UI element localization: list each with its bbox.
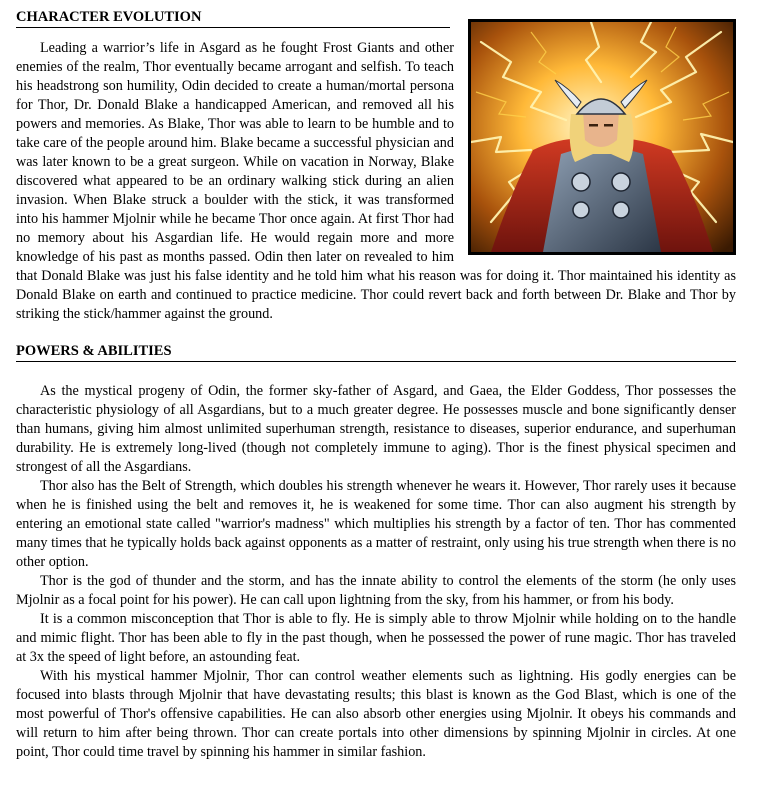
paragraph: With his mystical hammer Mjolnir, Thor can control weather elements such as lightning. His godly energies can be focused into blasts through Mjolnir that have devastating results; this blast is known as the God Blast, which is one of the most powerful of Thor's offensive capabilities. He can also absorb other energies using Mjolnir. It obeys his commands and will return to him after being thrown. Thor can create portals into other dimensions by spinning Mjolnir in circles. At one point, Thor could time travel by spinning his hammer in similar fashion.	[16, 668, 736, 760]
paragraph: Leading a warrior’s life in Asgard as he fought Frost Giants and other enemies of the realm, Thor eventually became arrogant and selfish. To teach his headstrong son humility, Odin decided to create a human/mortal persona for Thor, Dr. Donald Blake a handicapped American, and removed all his powers and memories. As Blake, Thor was able to learn to be humble and to take care of the people around him. Blake became a successful physician and was later known to be a great surgeon. While on vacation in Norway, Blake discovered what appeared to be an ordinary walking stick during an alien invasion. When Blake struck a boulder with the stick, it was transformed into his hammer Mjolnir while he became Thor once again. At first Thor had no memory about his Asgardian life. He would regain more and more knowledge of his past as months passed. Odin then later on revealed to him that Donald Blake was just his false identity and he told him what his reason was for doing it. Thor maintained his identity as Donald Blake on earth and continued to practice medicine. Thor could revert back and forth between Dr. Blake and Thor by striking the stick/hammer against the ground.	[16, 40, 736, 322]
paragraph: Thor is the god of thunder and the storm, and has the innate ability to control the elements of the storm (he only uses Mjolnir as a focal point for his power). He can call upon lightning from the sky, from his hammer, or from his body.	[16, 573, 736, 608]
section-title-powers-abilities: POWERS & ABILITIES	[16, 342, 736, 362]
thor-lightning-artwork	[471, 22, 733, 252]
section-body-character-evolution	[16, 39, 736, 324]
section-body-powers-abilities	[16, 382, 736, 762]
paragraph: It is a common misconception that Thor is able to fly. He is simply able to throw Mjolnir while holding on to the handle and mimic flight. Thor has been able to fly in the past though, when he possessed the power of rune magic. Thor has traveled at 3x the speed of light before, an astounding feat.	[16, 611, 736, 665]
paragraph: Thor also has the Belt of Strength, which doubles his strength whenever he wears it. However, Thor rarely uses it because when he is finished using the belt and removes it, he is weakened for some time. Thor can also augment his strength by entering an emotional state called "warrior's madness" which multiplies his strength by a factor of ten. Thor has commented many times that he typically holds back against opponents as a matter of restraint, only using his true strength when there is no other option.	[16, 478, 736, 570]
paragraph: As the mystical progeny of Odin, the former sky-father of Asgard, and Gaea, the Elder Goddess, Thor possesses the characteristic physiology of all Asgardians, but to a much greater degree. He possesses muscle and bone significantly denser than humans, giving him almost unlimited superhuman strength, resistance to diseases, superior endurance, and superhuman durability. He is extremely long-lived (though not completely immune to aging). Thor is the finest physical specimen and strongest of all the Asgardians.	[16, 383, 736, 475]
thor-illustration	[468, 19, 736, 255]
section-title-character-evolution: CHARACTER EVOLUTION	[16, 8, 450, 28]
document-page	[16, 8, 736, 762]
